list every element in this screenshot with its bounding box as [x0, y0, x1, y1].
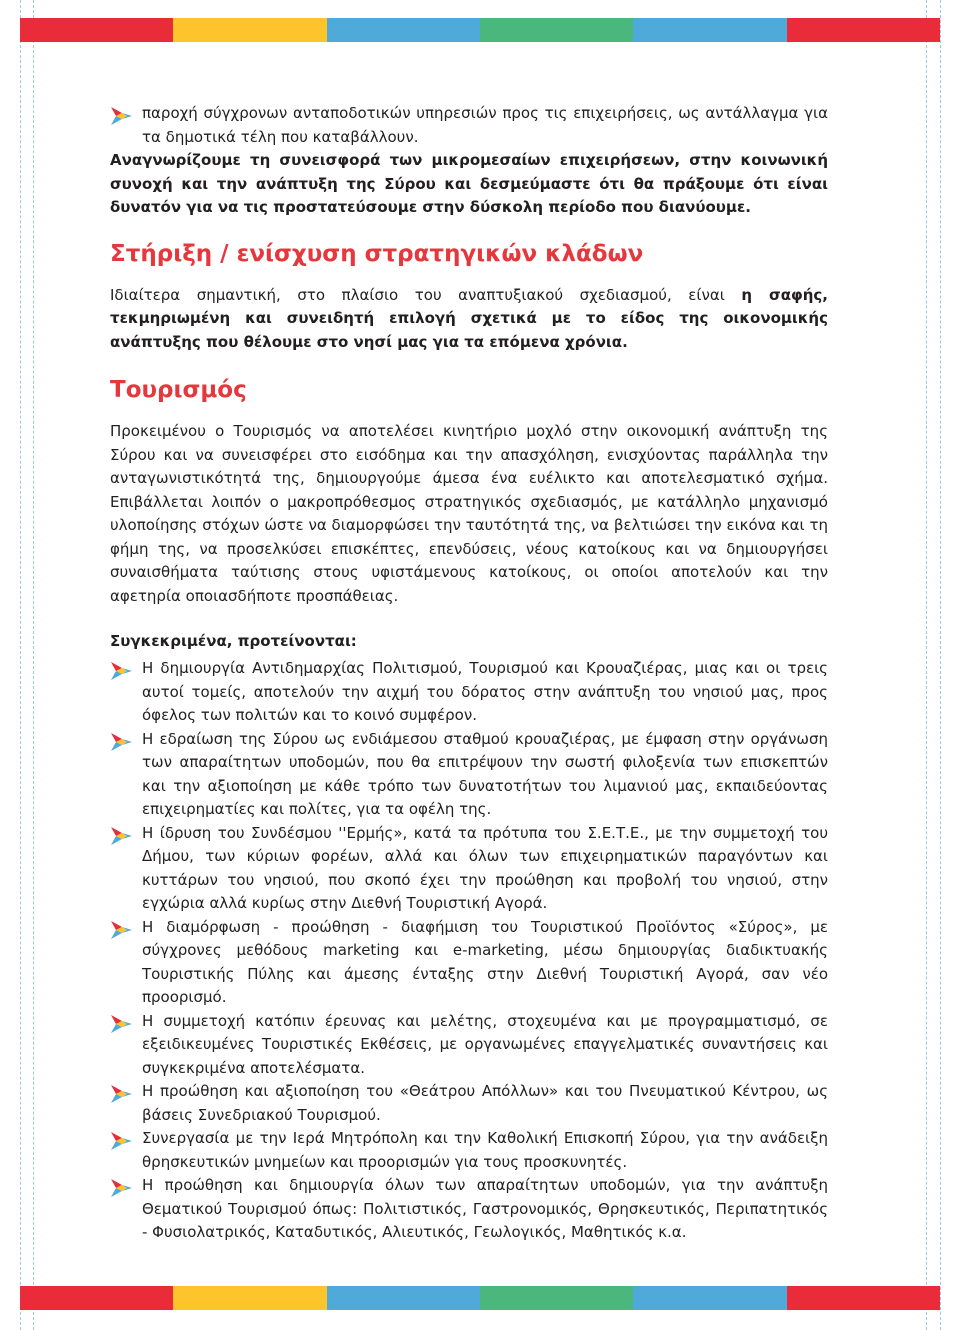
- bottom-bar-segment: [173, 1286, 326, 1310]
- proposal-item: [110, 1010, 828, 1081]
- colorful-arrow-bullet-icon: [109, 660, 133, 682]
- proposal-item: [110, 1174, 828, 1245]
- page-content: [110, 102, 828, 1245]
- proposals-subheading: Συγκεκριμένα, προτείνονται:: [110, 632, 357, 650]
- colorful-arrow-bullet-icon: [109, 731, 133, 753]
- proposal-text: Η δημιουργία Αντιδημαρχίας Πολιτισμού, Τουρισμού και Κρουαζιέρας, μιας και οι τρεις αυτοί τομείς, αποτελούν την αιχμή του δόρατος στην ανάπτυξη του νησιού μας, προς όφελος των πολιτών και το κοινό συμφέρον.: [142, 659, 828, 724]
- section-heading-strategic-sectors: Στήριξη / ενίσχυση στρατηγικών κλάδων: [110, 240, 644, 267]
- guide-line-right-inner: [926, 0, 927, 1330]
- proposal-text: Η συμμετοχή κατόπιν έρευνας και μελέτης, στοχευμένα και με προγραμματισμό, σε εξειδικευμένες Τουριστικές Εκθέσεις, με οργανωμένες επαγγελματικές συναντήσεις και συγκεκριμένα αποτελέσματα.: [142, 1011, 828, 1077]
- top-bar-segment: [633, 18, 786, 42]
- bottom-bar-segment: [20, 1286, 173, 1310]
- bottom-bar-segment: [480, 1286, 633, 1310]
- top-bar-segment: [787, 18, 940, 42]
- intro-paragraph: Αναγνωρίζουμε τη συνεισφορά των μικρομεσαίων επιχειρήσεων, στην κοινωνική συνοχή και την ανάπτυξη της Σύρου και δεσμεύμαστε ότι θα πράξουμε ότι είναι δυνατόν για να τις προστατεύσουμε στην δύσκολη περίοδο που διανύουμε.: [110, 151, 828, 216]
- guide-line-right-outer: [940, 0, 941, 1330]
- proposal-item: [110, 657, 828, 728]
- colorful-arrow-bullet-icon: [109, 919, 133, 941]
- colorful-arrow-bullet-icon: [109, 1177, 133, 1199]
- proposal-item: [110, 916, 828, 1010]
- strategic-sectors-text: Ιδιαίτερα σημαντική, στο πλαίσιο του αναπτυξιακού σχεδιασμού, είναι: [110, 285, 742, 304]
- top-bar-segment: [173, 18, 326, 42]
- bottom-bar-segment: [787, 1286, 940, 1310]
- strategic-sectors-bold-text: η σαφής, τεκμηριωμένη και συνειδητή επιλογή σχετικά με το είδος της οικονομικής ανάπτυξης που θέλουμε στο νησί μας για τα επόμενα χρόνια.: [110, 285, 829, 351]
- proposal-text: Συνεργασία με την Ιερά Μητρόπολη και την Καθολική Επισκοπή Σύρου, για την ανάδειξη θρησκευτικών μνημείων και προορισμών για τους προσκυνητές.: [142, 1129, 828, 1171]
- proposal-item: [110, 1080, 828, 1127]
- guide-line-left-outer: [20, 0, 21, 1330]
- top-bar-segment: [480, 18, 633, 42]
- proposal-text: Η εδραίωση της Σύρου ως ενδιάμεσου σταθμού κρουαζιέρας, με έμφαση στην οργάνωση των απαραίτητων υποδομών, που θα επιτρέψουν την σωστή φιλοξενία των επισκεπτών και την αξιοποίηση με κάθε τρόπο των δυνατοτήτων του λιμανιού μας, εκπαιδεύοντας επιχειρηματίες και πολίτες, για τα οφέλη της.: [142, 729, 828, 818]
- colorful-arrow-bullet-icon: [109, 105, 133, 127]
- colorful-arrow-bullet-icon: [109, 1130, 133, 1152]
- top-color-bar: [20, 18, 940, 42]
- guide-line-left-inner: [33, 0, 34, 1330]
- top-bar-segment: [327, 18, 480, 42]
- colorful-arrow-bullet-icon: [109, 1083, 133, 1105]
- proposal-text: Η προώθηση και αξιοποίηση του «Θεάτρου Απόλλων» και του Πνευματικού Κέντρου, ως βάσεις Συνεδριακού Τουρισμού.: [142, 1082, 828, 1124]
- bottom-bar-segment: [633, 1286, 786, 1310]
- tourism-paragraph: Προκειμένου ο Τουρισμός να αποτελέσει κινητήριο μοχλό στην οικονομική ανάπτυξη της Σύρου και να συνεισφέρει στο εισόδημα και την απασχόληση, ενισχύοντας παράλληλα την ανταγωνιστικότητά της, δημιουργούμε άμεσα ένα ευέλικτο και αποτελεσματικό σχήμα. Επιβάλλεται λοιπόν ο μακροπρόθεσμος στρατηγικός σχεδιασμός, με κατάλληλο μηχανισμό υλοποίησης στόχων ώστε να διαμορφώσει την ταυτότητά της, να βελτιώσει την εικόνα και τη φήμη της, να προσελκύσει επισκέπτες, επενδύσεις, νέους κατοίκους και να δημιουργήσει συναισθήματα ταύτισης στους υφιστάμενους κατοίκους, οι οποίοι αποτελούν και την αφετηρία οποιασδήποτε προσπάθειας.: [110, 422, 828, 605]
- proposal-text: Η ίδρυση του Συνδέσμου ''Ερμής», κατά τα πρότυπα του Σ.Ε.Τ.Ε., με την συμμετοχή του Δήμου, των κύριων φορέων, αλλά και όλων των επιχειρηματικών παραγόντων και κυττάρων του νησιού, που σκοπό έχει την προώθηση και προβολή του νησιού, στην εγχώρια αλλά κυρίως στην Διεθνή Τουριστική Αγορά.: [142, 823, 828, 912]
- bottom-color-bar: [20, 1286, 940, 1310]
- colorful-arrow-bullet-icon: [109, 825, 133, 847]
- proposal-item: [110, 822, 828, 916]
- proposals-list: [110, 657, 828, 1245]
- intro-bullet-text: παροχή σύγχρονων ανταποδοτικών υπηρεσιών προς τις επιχειρήσεις, ως αντάλλαγμα για τα δημοτικά τέλη που καταβάλλουν.: [142, 104, 828, 146]
- top-bar-segment: [20, 18, 173, 42]
- proposal-item: [110, 728, 828, 822]
- proposal-item: [110, 1127, 828, 1174]
- colorful-arrow-bullet-icon: [109, 1013, 133, 1035]
- proposal-text: Η προώθηση και δημιουργία όλων των απαραίτητων υποδομών, για την ανάπτυξη Θεματικού Τουρισμού όπως: Πολιτιστικός, Γαστρονομικός, Θρησκευτικός, Περιπατητικός - Φυσιολατρικός, Καταδυτικός, Αλιευτικός, Γεωλογικός, Μαθητικός κ.α.: [142, 1176, 828, 1241]
- section-heading-tourism: Τουρισμός: [110, 377, 247, 403]
- strategic-sectors-paragraph: [110, 284, 828, 355]
- intro-bullet-item: [110, 102, 828, 149]
- bottom-bar-segment: [327, 1286, 480, 1310]
- proposal-text: Η διαμόρφωση - προώθηση - διαφήμιση του Τουριστικού Προϊόντος «Σύρος», με σύγχρονες μεθόδους marketing και e-marketing, μέσω δημιουργίας διαδικτυακής Τουριστικής Πύλης και άμεσης ένταξης στην Διεθνή Τουριστική Αγορά, σαν νέο προορισμό.: [142, 917, 828, 1006]
